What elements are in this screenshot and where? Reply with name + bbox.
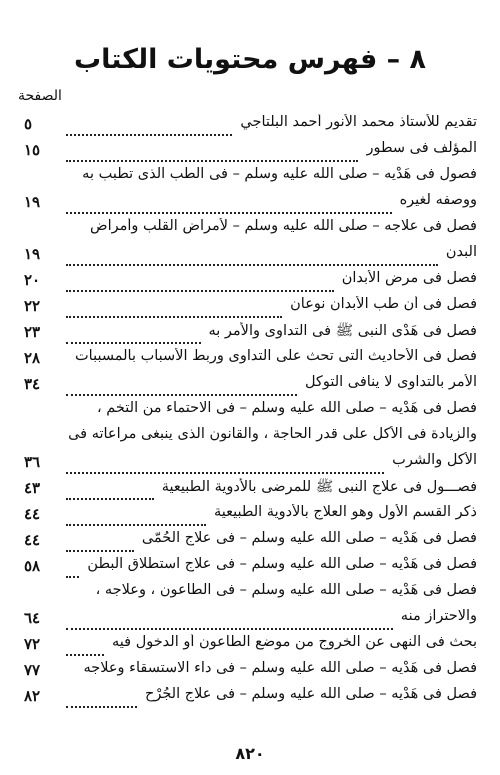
dot-leader [66,192,392,214]
toc-entry-page: ٧٢ [24,635,41,653]
toc-entry-text: فصول فى هَدْيه – صلى الله عليه وسلم – فى الطب الذى تطبب به [82,166,477,182]
toc-entry [0,190,500,216]
dot-leader [66,634,104,656]
toc-entry-page: ١٥ [24,141,41,159]
toc-entry-text: الأكل والشرب [392,452,477,468]
toc-entry-page: ٨٢ [24,687,41,705]
dot-leader [66,556,79,578]
toc-entry-text: فصل فى هَدْيه – صلى الله عليه وسلم – فى الاحتماء من التخم ، [96,400,477,416]
toc-entry-page: ٦٤ [24,609,41,627]
toc-entry-text: فصل فى علاجه – صلى الله عليه وسلم – لأمراض القلب وأمراض [90,218,477,234]
toc-entry-page: ٢٢ [24,297,41,315]
toc-entry [0,242,500,268]
dot-leader [66,270,334,292]
toc-entry [0,398,500,424]
page-column-header: الصفحة [18,88,62,104]
toc-entry [0,424,500,450]
toc-entry [0,554,500,580]
toc-entry [0,658,500,684]
dot-leader [66,608,393,630]
toc-entry [0,320,500,346]
toc-entry-text: فصل فى الأحاديث التى تحث على التداوى وربط الأسباب بالمسببات [75,348,477,364]
toc-entry [0,476,500,502]
dot-leader [66,452,384,474]
toc-entry-page: ٥٨ [24,557,41,575]
toc-entry [0,528,500,554]
toc-entry [0,606,500,632]
toc-entry-page: ١٩ [24,245,41,263]
toc-entry-page: ٤٤ [24,531,41,549]
toc-entry [0,450,500,476]
toc-entry-text: فصل فى أن طب الأبدان نوعان [290,296,477,312]
toc-entry-page: ٢٨ [24,349,41,367]
toc-entry [0,138,500,164]
page-title: ٨ – فهرس محتويات الكتاب [73,44,427,75]
toc-entry-text: والاحتراز منه [400,608,477,624]
dot-leader [66,244,438,266]
toc-entry-text: فصل فى هَدْى النبى ﷺ فى التداوى والأمر به [208,323,477,339]
toc-entry [0,216,500,242]
dot-leader [66,296,282,318]
toc-entry [0,346,500,372]
toc-entry-page: ٤٣ [24,479,41,497]
footer-page-number: ٨٢٠ [235,744,265,763]
toc-entry-page: ٢٣ [24,323,41,341]
toc-entry-text: بحث فى النهى عن الخروج من موضع الطاعون أو الدخول فيه [112,634,477,650]
toc-entry [0,112,500,138]
toc-entry-text: الأمر بالتداوى لا ينافى التوكل [304,374,477,390]
toc-entry-text: فصل فى هَدْيه – صلى الله عليه وسلم – فى داء الاستسقاء وعلاجه [83,660,477,676]
toc-entry-page: ٣٦ [24,453,41,471]
toc-entry [0,268,500,294]
toc-entry-text: والزيادة فى الأكل على قدر الحاجة ، والقانون الذى ينبغى مراعاته فى [68,426,477,442]
toc-entry [0,294,500,320]
dot-leader [66,504,206,526]
toc-entry [0,684,500,710]
toc-entry-page: ٧٧ [24,661,41,679]
dot-leader [66,114,232,136]
toc-entry-page: ١٩ [24,193,41,211]
toc-entry-text: تقديم للأستاذ محمد الأنور أحمد البلتاجي [240,114,477,130]
dot-leader [66,140,358,162]
toc-entry-page: ٥ [24,115,33,133]
toc-entry-text: البدن [445,244,477,260]
toc-entry [0,164,500,190]
toc-entry-page: ٣٤ [24,375,41,393]
toc-entry-text: ووصفه لغيره [399,192,477,208]
toc-entry-text: فصـــول فى علاج النبى ﷺ للمرضى بالأدوية الطبيعية [161,479,477,495]
toc-entry [0,632,500,658]
toc-entry-text: فصل فى هَدْيه – صلى الله عليه وسلم – فى علاج استطلاق البطن [87,556,477,572]
toc-entry-text: فصل فى مرض الأبدان [341,270,477,286]
dot-leader [66,686,137,708]
toc-entry [0,372,500,398]
dot-leader [66,530,134,552]
toc-entry-text: المؤلف فى سطور [366,140,477,156]
toc-entry-page: ٢٠ [24,271,41,289]
dot-leader [66,478,154,500]
toc-entry [0,580,500,606]
toc-entry-text: ذكر القسم الأول وهو العلاج بالأدوية الطبيعية [213,504,477,520]
dot-leader [66,374,297,396]
dot-leader [66,322,201,344]
toc-entry [0,502,500,528]
toc-entry-text: فصل فى هَدْيه – صلى الله عليه وسلم – فى علاج الجُرْح [144,686,477,702]
toc-entry-text: فصل فى هَدْيه – صلى الله عليه وسلم – فى الطاعون ، وعلاجه ، [95,582,477,598]
toc-entry-page: ٤٤ [24,505,41,523]
toc-entry-text: فصل فى هَدْيه – صلى الله عليه وسلم – فى علاج الحُمّى [141,530,477,546]
